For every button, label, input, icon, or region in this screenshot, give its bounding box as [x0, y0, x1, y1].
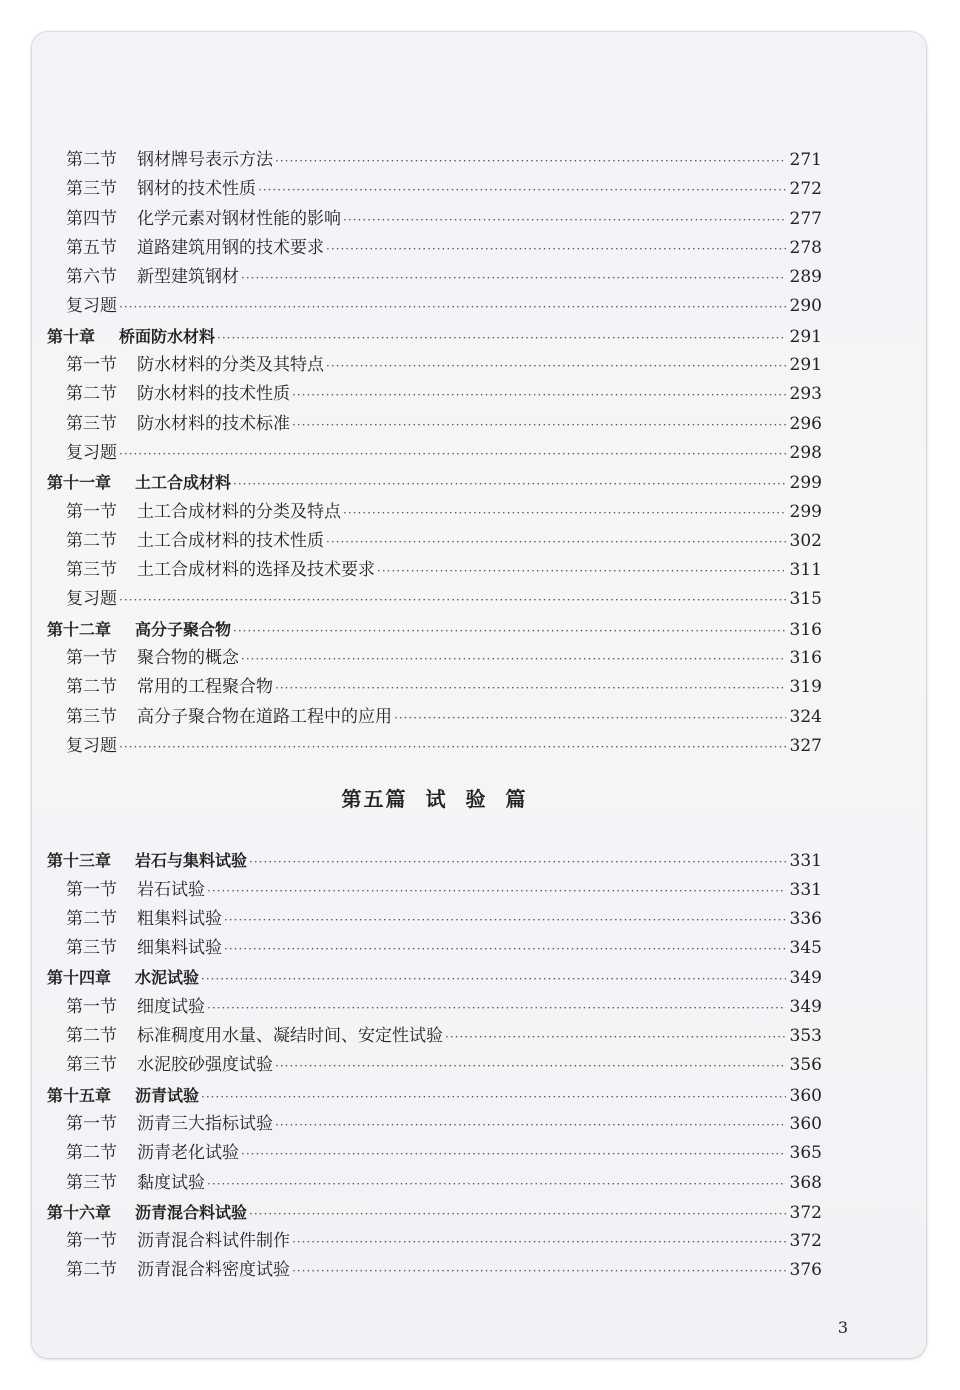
- toc-entry-title: 钢材牌号表示方法: [137, 150, 273, 170]
- toc-entry-number: 第十章: [47, 326, 96, 346]
- toc-entry-number: 第十一章: [47, 473, 112, 493]
- toc-leader-dots: [224, 935, 786, 964]
- toc-entry-number: 第三节: [66, 1055, 117, 1076]
- toc-section-row: [47, 439, 822, 468]
- toc-entry-title: 土工合成材料: [135, 473, 232, 493]
- toc-section-row: [47, 1110, 822, 1139]
- toc-page-number: 349: [789, 996, 822, 1017]
- toc-entry-title: 水泥胶砂强度试验: [137, 1055, 273, 1076]
- toc-page-number: 331: [789, 879, 822, 900]
- toc-leader-dots: [343, 206, 786, 235]
- toc-entry-title: 聚合物的概念: [137, 648, 239, 669]
- toc-entry-title: 复习题: [66, 442, 117, 463]
- toc-section-row: [47, 905, 822, 934]
- toc-entry-title: 防水材料的技术标准: [137, 413, 290, 434]
- toc-leader-dots: [241, 645, 786, 674]
- toc-section-row: [47, 410, 822, 439]
- toc-leader-dots: [233, 617, 786, 646]
- toc-entry-title: 沥青混合料试验: [135, 1202, 248, 1222]
- toc-entry-number: 第十六章: [47, 1202, 112, 1222]
- toc-entry-title: 沥青老化试验: [137, 1143, 239, 1164]
- toc-page-number: 360: [789, 1085, 822, 1106]
- toc-page-number: 356: [789, 1055, 822, 1076]
- toc-section-row: [47, 292, 822, 321]
- toc-entry-number: 第二节: [66, 150, 117, 170]
- toc-leader-dots: [241, 264, 786, 293]
- toc-section-row: [47, 585, 822, 614]
- toc-entry-title: 钢材的技术性质: [137, 179, 256, 200]
- toc-entry-title: 土工合成材料的分类及特点: [137, 501, 341, 522]
- toc-leader-dots: [119, 293, 786, 322]
- toc-leader-dots: [292, 1228, 786, 1257]
- toc-leader-dots: [275, 1052, 786, 1081]
- toc-entry-number: 第二节: [66, 677, 117, 698]
- toc-entry-title: 岩石与集料试验: [135, 851, 248, 871]
- toc-page-number: 319: [789, 677, 822, 698]
- toc-entry-number: 第二节: [66, 530, 117, 551]
- toc-page-number: 315: [789, 589, 822, 610]
- part-title-d: 篇: [505, 787, 528, 812]
- toc-leader-dots: [292, 411, 786, 440]
- toc-entry-number: 第十三章: [47, 851, 112, 871]
- toc-entry-number: 第五节: [66, 237, 117, 258]
- toc-entry-title: 沥青三大指标试验: [137, 1113, 273, 1134]
- toc-leader-dots: [258, 176, 786, 205]
- toc-page-number: 316: [789, 648, 822, 669]
- toc-entry-number: 第三节: [66, 413, 117, 434]
- toc-entry-number: 第二节: [66, 1260, 117, 1281]
- toc-entry-number: 第十二章: [47, 619, 112, 639]
- toc-page-number: 298: [789, 442, 822, 463]
- toc-entry-number: 第一节: [66, 501, 117, 522]
- toc-chapter-row: [47, 963, 822, 992]
- toc-section-row: [47, 380, 822, 409]
- toc-section-row: [47, 234, 822, 263]
- toc-entry-title: 防水材料的技术性质: [137, 384, 290, 405]
- toc-section-row: [47, 732, 822, 761]
- part-title: [47, 769, 822, 829]
- toc-entry-number: 第十四章: [47, 968, 112, 988]
- toc-section-row: [47, 527, 822, 556]
- toc-leader-dots: [249, 1200, 786, 1229]
- toc-entry-title: 细度试验: [137, 996, 205, 1017]
- toc-leader-dots: [292, 381, 786, 410]
- toc-page-number: 290: [789, 296, 822, 317]
- toc-page-number: 272: [789, 179, 822, 200]
- toc-chapter-row: [47, 615, 822, 644]
- toc-section-row: [47, 263, 822, 292]
- toc-section-row: [47, 351, 822, 380]
- toc-leader-dots: [275, 1111, 786, 1140]
- toc-page-number: 278: [789, 237, 822, 258]
- toc-entry-number: 第一节: [66, 879, 117, 900]
- toc-leader-dots: [217, 324, 786, 353]
- toc-section-row: [47, 556, 822, 585]
- toc-page-number: 299: [789, 501, 822, 522]
- toc-page-number: 324: [789, 706, 822, 727]
- toc-page-number: 291: [789, 326, 822, 347]
- toc-section-row: [47, 1169, 822, 1198]
- toc-entry-number: 第二节: [66, 1026, 117, 1047]
- toc-leader-dots: [292, 1257, 786, 1286]
- toc-leader-dots: [377, 557, 786, 586]
- toc-leader-dots: [224, 906, 786, 935]
- toc-entry-number: 第二节: [66, 384, 117, 405]
- toc-leader-dots: [445, 1023, 786, 1052]
- toc-page-number: 372: [789, 1231, 822, 1252]
- toc-section-row: [47, 934, 822, 963]
- toc-page-number: 360: [789, 1113, 822, 1134]
- toc-leader-dots: [207, 1170, 786, 1199]
- toc-page-number: 331: [789, 851, 822, 872]
- part-title-b: 试: [425, 787, 448, 812]
- toc-chapter-row: [47, 1198, 822, 1227]
- toc-page-number: 345: [789, 938, 822, 959]
- toc-leader-dots: [119, 586, 786, 615]
- toc-entry-number: 第二节: [66, 908, 117, 929]
- toc-entry-title: 沥青试验: [135, 1085, 200, 1105]
- toc-entry-title: 高分子聚合物在道路工程中的应用: [137, 706, 392, 727]
- toc-leader-dots: [207, 877, 786, 906]
- toc-leader-dots: [275, 674, 786, 703]
- toc-section-row: [47, 673, 822, 702]
- toc-entry-number: 第一节: [66, 648, 117, 669]
- toc-section-row: [47, 1139, 822, 1168]
- toc-page-number: 299: [789, 473, 822, 494]
- toc-entry-title: 岩石试验: [137, 879, 205, 900]
- toc-entry-title: 土工合成材料的选择及技术要求: [137, 560, 375, 581]
- toc-section-row: [47, 205, 822, 234]
- toc-entry-title: 土工合成材料的技术性质: [137, 530, 324, 551]
- toc-section-row: [47, 703, 822, 732]
- toc-leader-dots: [249, 848, 786, 877]
- toc-entry-number: 第一节: [66, 355, 117, 376]
- toc-entry-number: 第一节: [66, 996, 117, 1017]
- toc-entry-title: 黏度试验: [137, 1172, 205, 1193]
- toc-entry-title: 粗集料试验: [137, 908, 222, 929]
- toc-section-1: [47, 146, 822, 761]
- toc-entry-number: 第四节: [66, 208, 117, 229]
- toc-section-row: [47, 644, 822, 673]
- toc-section-row: [47, 993, 822, 1022]
- toc-entry-title: 化学元素对钢材性能的影响: [137, 208, 341, 229]
- toc-entry-title: 复习题: [66, 735, 117, 756]
- toc-entry-number: 第三节: [66, 560, 117, 581]
- toc-page-number: 316: [789, 619, 822, 640]
- toc-page-number: 293: [789, 384, 822, 405]
- toc-entry-number: 第三节: [66, 706, 117, 727]
- toc-page-number: 372: [789, 1202, 822, 1223]
- toc-chapter-row: [47, 1081, 822, 1110]
- toc-section-row: [47, 876, 822, 905]
- toc-entry-title: 标准稠度用水量、凝结时间、安定性试验: [137, 1026, 443, 1047]
- toc-entry-title: 常用的工程聚合物: [137, 677, 273, 698]
- toc-section-row: [47, 498, 822, 527]
- toc-leader-dots: [119, 733, 786, 762]
- toc-chapter-row: [47, 846, 822, 875]
- toc-leader-dots: [241, 1140, 786, 1169]
- toc-entry-title: 复习题: [66, 589, 117, 610]
- toc-page-number: 368: [789, 1172, 822, 1193]
- toc-entry-title: 道路建筑用钢的技术要求: [137, 237, 324, 258]
- toc-entry-number: 第一节: [66, 1113, 117, 1134]
- page-number: 3: [837, 1318, 848, 1337]
- toc-leader-dots: [394, 704, 786, 733]
- toc-page-number: 277: [789, 208, 822, 229]
- toc-section-row: [47, 1227, 822, 1256]
- toc-leader-dots: [326, 528, 786, 557]
- toc-entry-number: 第十五章: [47, 1085, 112, 1105]
- toc-entry-title: 高分子聚合物: [135, 619, 232, 639]
- toc-entry-number: 第一节: [66, 1231, 117, 1252]
- toc-page-number: 271: [789, 150, 822, 170]
- part-title-c: 验: [465, 787, 488, 812]
- toc-entry-number: 第三节: [66, 1172, 117, 1193]
- toc-leader-dots: [201, 1083, 786, 1112]
- toc-entry-number: 第三节: [66, 938, 117, 959]
- toc-entry-title: 桥面防水材料: [119, 326, 216, 346]
- toc-entry-number: 第二节: [66, 1143, 117, 1164]
- toc-chapter-row: [47, 322, 822, 351]
- toc-page-number: 291: [789, 355, 822, 376]
- toc-section-row: [47, 1051, 822, 1080]
- toc-page-number: 327: [789, 735, 822, 756]
- part-title-a: 第五篇: [341, 787, 408, 812]
- toc-section-row: [47, 1022, 822, 1051]
- toc-chapter-row: [47, 468, 822, 497]
- toc-leader-dots: [343, 499, 786, 528]
- toc-entry-title: 细集料试验: [137, 938, 222, 959]
- toc-section-row: [47, 1256, 822, 1285]
- toc-section-2: [47, 846, 822, 1285]
- toc-leader-dots: [275, 147, 786, 176]
- toc-entry-title: 水泥试验: [135, 968, 200, 988]
- toc-page-number: 289: [789, 267, 822, 288]
- toc-page-number: 349: [789, 968, 822, 989]
- toc-entry-number: 第六节: [66, 267, 117, 288]
- toc-entry-title: 防水材料的分类及其特点: [137, 355, 324, 376]
- toc-leader-dots: [326, 235, 786, 264]
- toc-page-number: 302: [789, 530, 822, 551]
- toc-leader-dots: [119, 440, 786, 469]
- toc-page-number: 365: [789, 1143, 822, 1164]
- toc-page-number: 311: [789, 560, 822, 581]
- toc-leader-dots: [326, 352, 786, 381]
- toc-section-row: [47, 175, 822, 204]
- toc-entry-title: 新型建筑钢材: [137, 267, 239, 288]
- toc-entry-title: 沥青混合料试件制作: [137, 1231, 290, 1252]
- toc-entry-title: 复习题: [66, 296, 117, 317]
- table-of-contents: [47, 146, 822, 1286]
- toc-entry-title: 沥青混合料密度试验: [137, 1260, 290, 1281]
- toc-page-number: 376: [789, 1260, 822, 1281]
- toc-page-number: 296: [789, 413, 822, 434]
- toc-section-row: [47, 146, 822, 175]
- toc-leader-dots: [201, 965, 786, 994]
- toc-leader-dots: [207, 994, 786, 1023]
- toc-entry-number: 第三节: [66, 179, 117, 200]
- toc-page-number: 336: [789, 908, 822, 929]
- toc-leader-dots: [233, 470, 786, 499]
- toc-page-number: 353: [789, 1026, 822, 1047]
